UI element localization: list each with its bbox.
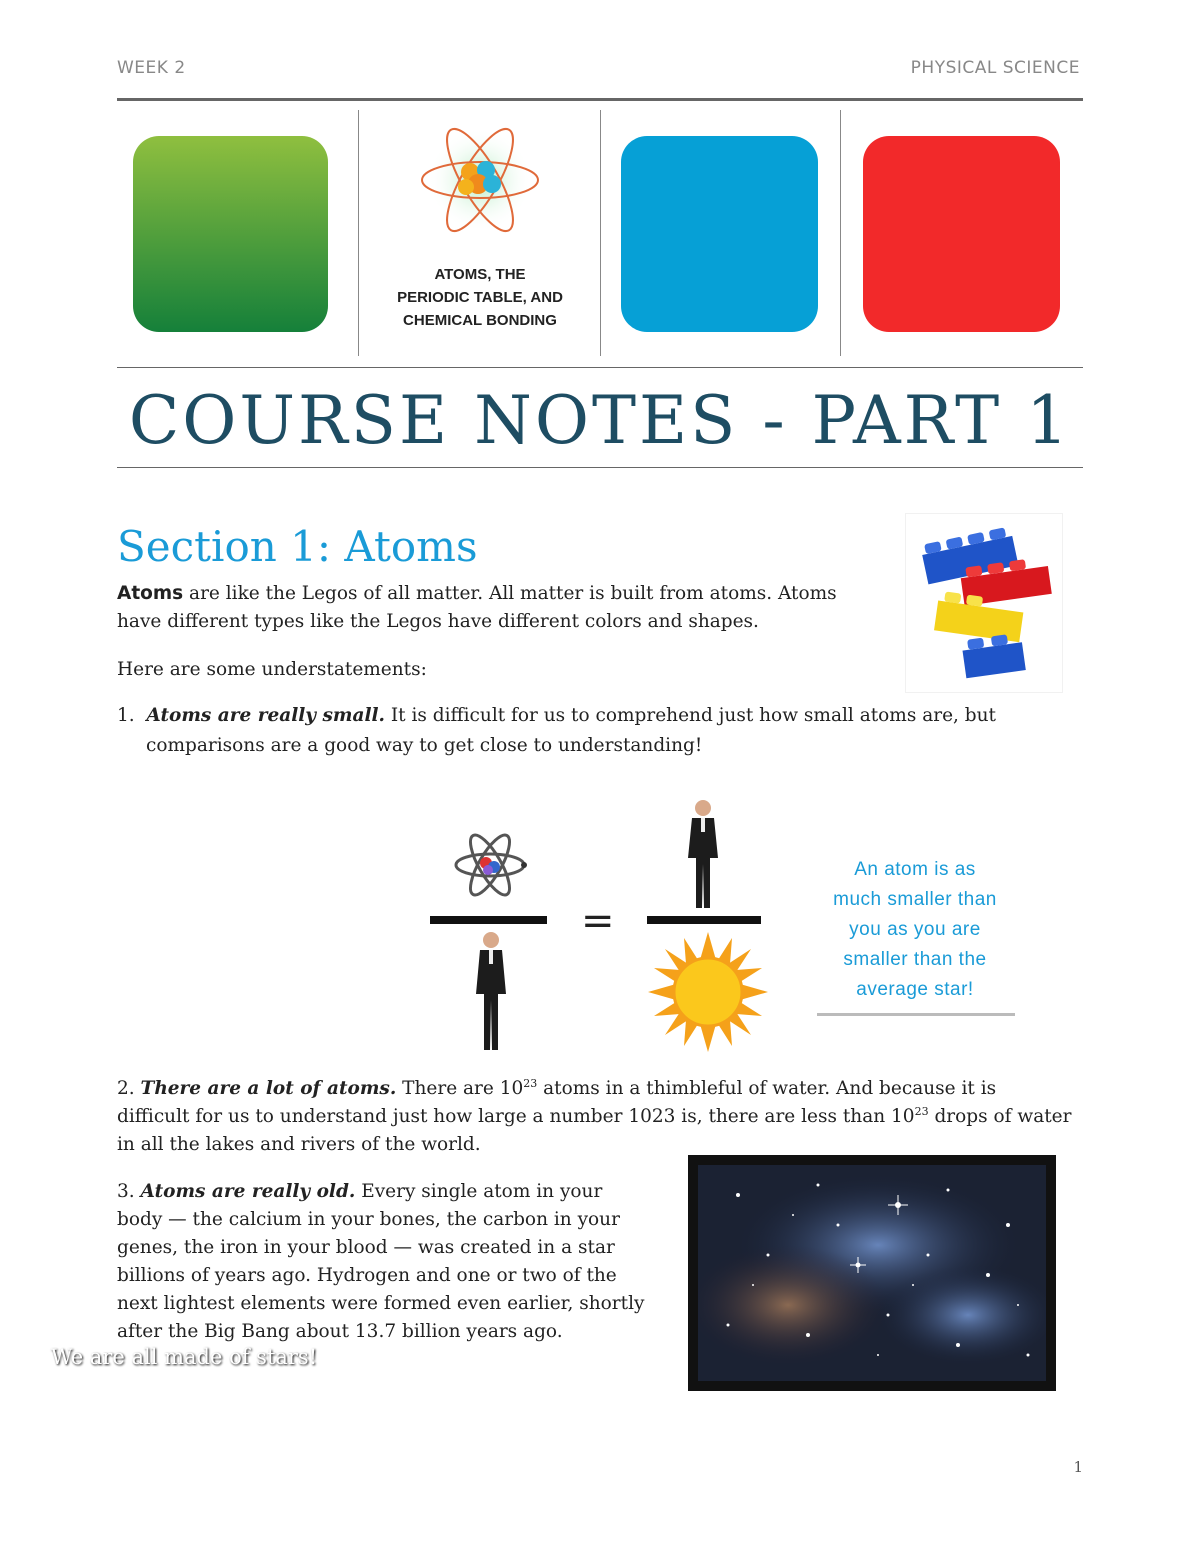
caption-line: CHEMICAL BONDING (403, 312, 557, 329)
red-tile (863, 136, 1060, 332)
point-text: It is difficult for us to comprehend just how small atoms are, but (384, 705, 996, 726)
stars-caption: We are all made of stars! (50, 1345, 318, 1369)
intro-paragraph (117, 580, 877, 636)
label-underline (817, 1013, 1015, 1016)
point-text: Every single atom in your (355, 1181, 603, 1202)
banner-divider (600, 110, 601, 356)
title-rule-top (117, 367, 1083, 368)
banner-divider (358, 110, 359, 356)
label-line: An atom is as (854, 859, 976, 880)
label-line: much smaller than (833, 889, 997, 910)
point-number: 2. (117, 1078, 135, 1099)
intro-text: are like the Legos of all matter. All matter is built from atoms. Atoms (183, 583, 837, 604)
label-line: smaller than the (843, 949, 987, 970)
exponent: 23 (914, 1104, 929, 1118)
point-2 (117, 1075, 1083, 1159)
point-text: body — the calcium in your bones, the carbon in your (117, 1209, 620, 1230)
point-title: There are a lot of atoms. (140, 1078, 397, 1099)
header-subject: PHYSICAL SCIENCE (910, 58, 1080, 78)
point-number: 3. (117, 1181, 135, 1202)
comparison-label (815, 855, 1015, 1005)
small-atom-icon (450, 825, 530, 909)
galaxy-icon (698, 1165, 1046, 1381)
point-text: difficult for us to understand just how large a number 1023 is, there are less than 10 (117, 1106, 915, 1127)
atom-tile (360, 110, 600, 356)
point-3 (117, 1178, 677, 1346)
point-number: 1. (117, 705, 135, 726)
intro-text: have different types like the Legos have different colors and shapes. (117, 611, 759, 632)
lego-bricks-icon (906, 514, 1062, 692)
point-text: There are 10 (396, 1078, 524, 1099)
point-title: Atoms are really old. (140, 1181, 356, 1202)
fraction-line-right (647, 916, 761, 924)
blue-tile (621, 136, 818, 332)
banner-divider (840, 110, 841, 356)
label-line: you as you are (849, 919, 981, 940)
header-rule (117, 98, 1083, 101)
man-icon (682, 798, 724, 914)
caption-line: PERIODIC TABLE, AND (397, 289, 563, 306)
point-text: in all the lakes and rivers of the world. (117, 1134, 481, 1155)
title-rule-bottom (117, 467, 1083, 468)
fraction-line-left (430, 916, 547, 924)
atom-logo-icon (360, 110, 600, 250)
stars-image-frame (688, 1155, 1056, 1391)
page-title: COURSE NOTES - PART 1 (128, 382, 1072, 459)
caption-line: ATOMS, THE (434, 266, 526, 283)
point-text: after the Big Bang about 13.7 billion years ago. (117, 1321, 563, 1342)
lego-image (905, 513, 1063, 693)
point-title: Atoms are really small. (146, 705, 385, 726)
point-text: genes, the iron in your blood — was created in a star (117, 1237, 615, 1258)
exponent: 23 (523, 1076, 538, 1090)
header-week: WEEK 2 (117, 58, 186, 78)
point-text: billions of years ago. Hydrogen and one or two of the (117, 1265, 617, 1286)
man-icon (470, 930, 512, 1056)
point-text: drops of water (928, 1106, 1072, 1127)
section-heading: Section 1: Atoms (117, 522, 478, 571)
equals-sign: = (581, 898, 615, 944)
banner-caption (360, 263, 600, 332)
stars-image (698, 1165, 1046, 1381)
intro-term: Atoms (117, 583, 184, 604)
understatement-intro: Here are some understatements: (117, 659, 427, 680)
page-number: 1 (1073, 1458, 1083, 1476)
label-line: average star! (856, 979, 974, 1000)
point-text: comparisons are a good way to get close to understanding! (146, 735, 703, 756)
green-tile (133, 136, 328, 332)
point-1 (117, 702, 1077, 760)
point-text: atoms in a thimbleful of water. And because it is (537, 1078, 997, 1099)
sun-icon (646, 930, 770, 1058)
point-text: next lightest elements were formed even earlier, shortly (117, 1293, 645, 1314)
